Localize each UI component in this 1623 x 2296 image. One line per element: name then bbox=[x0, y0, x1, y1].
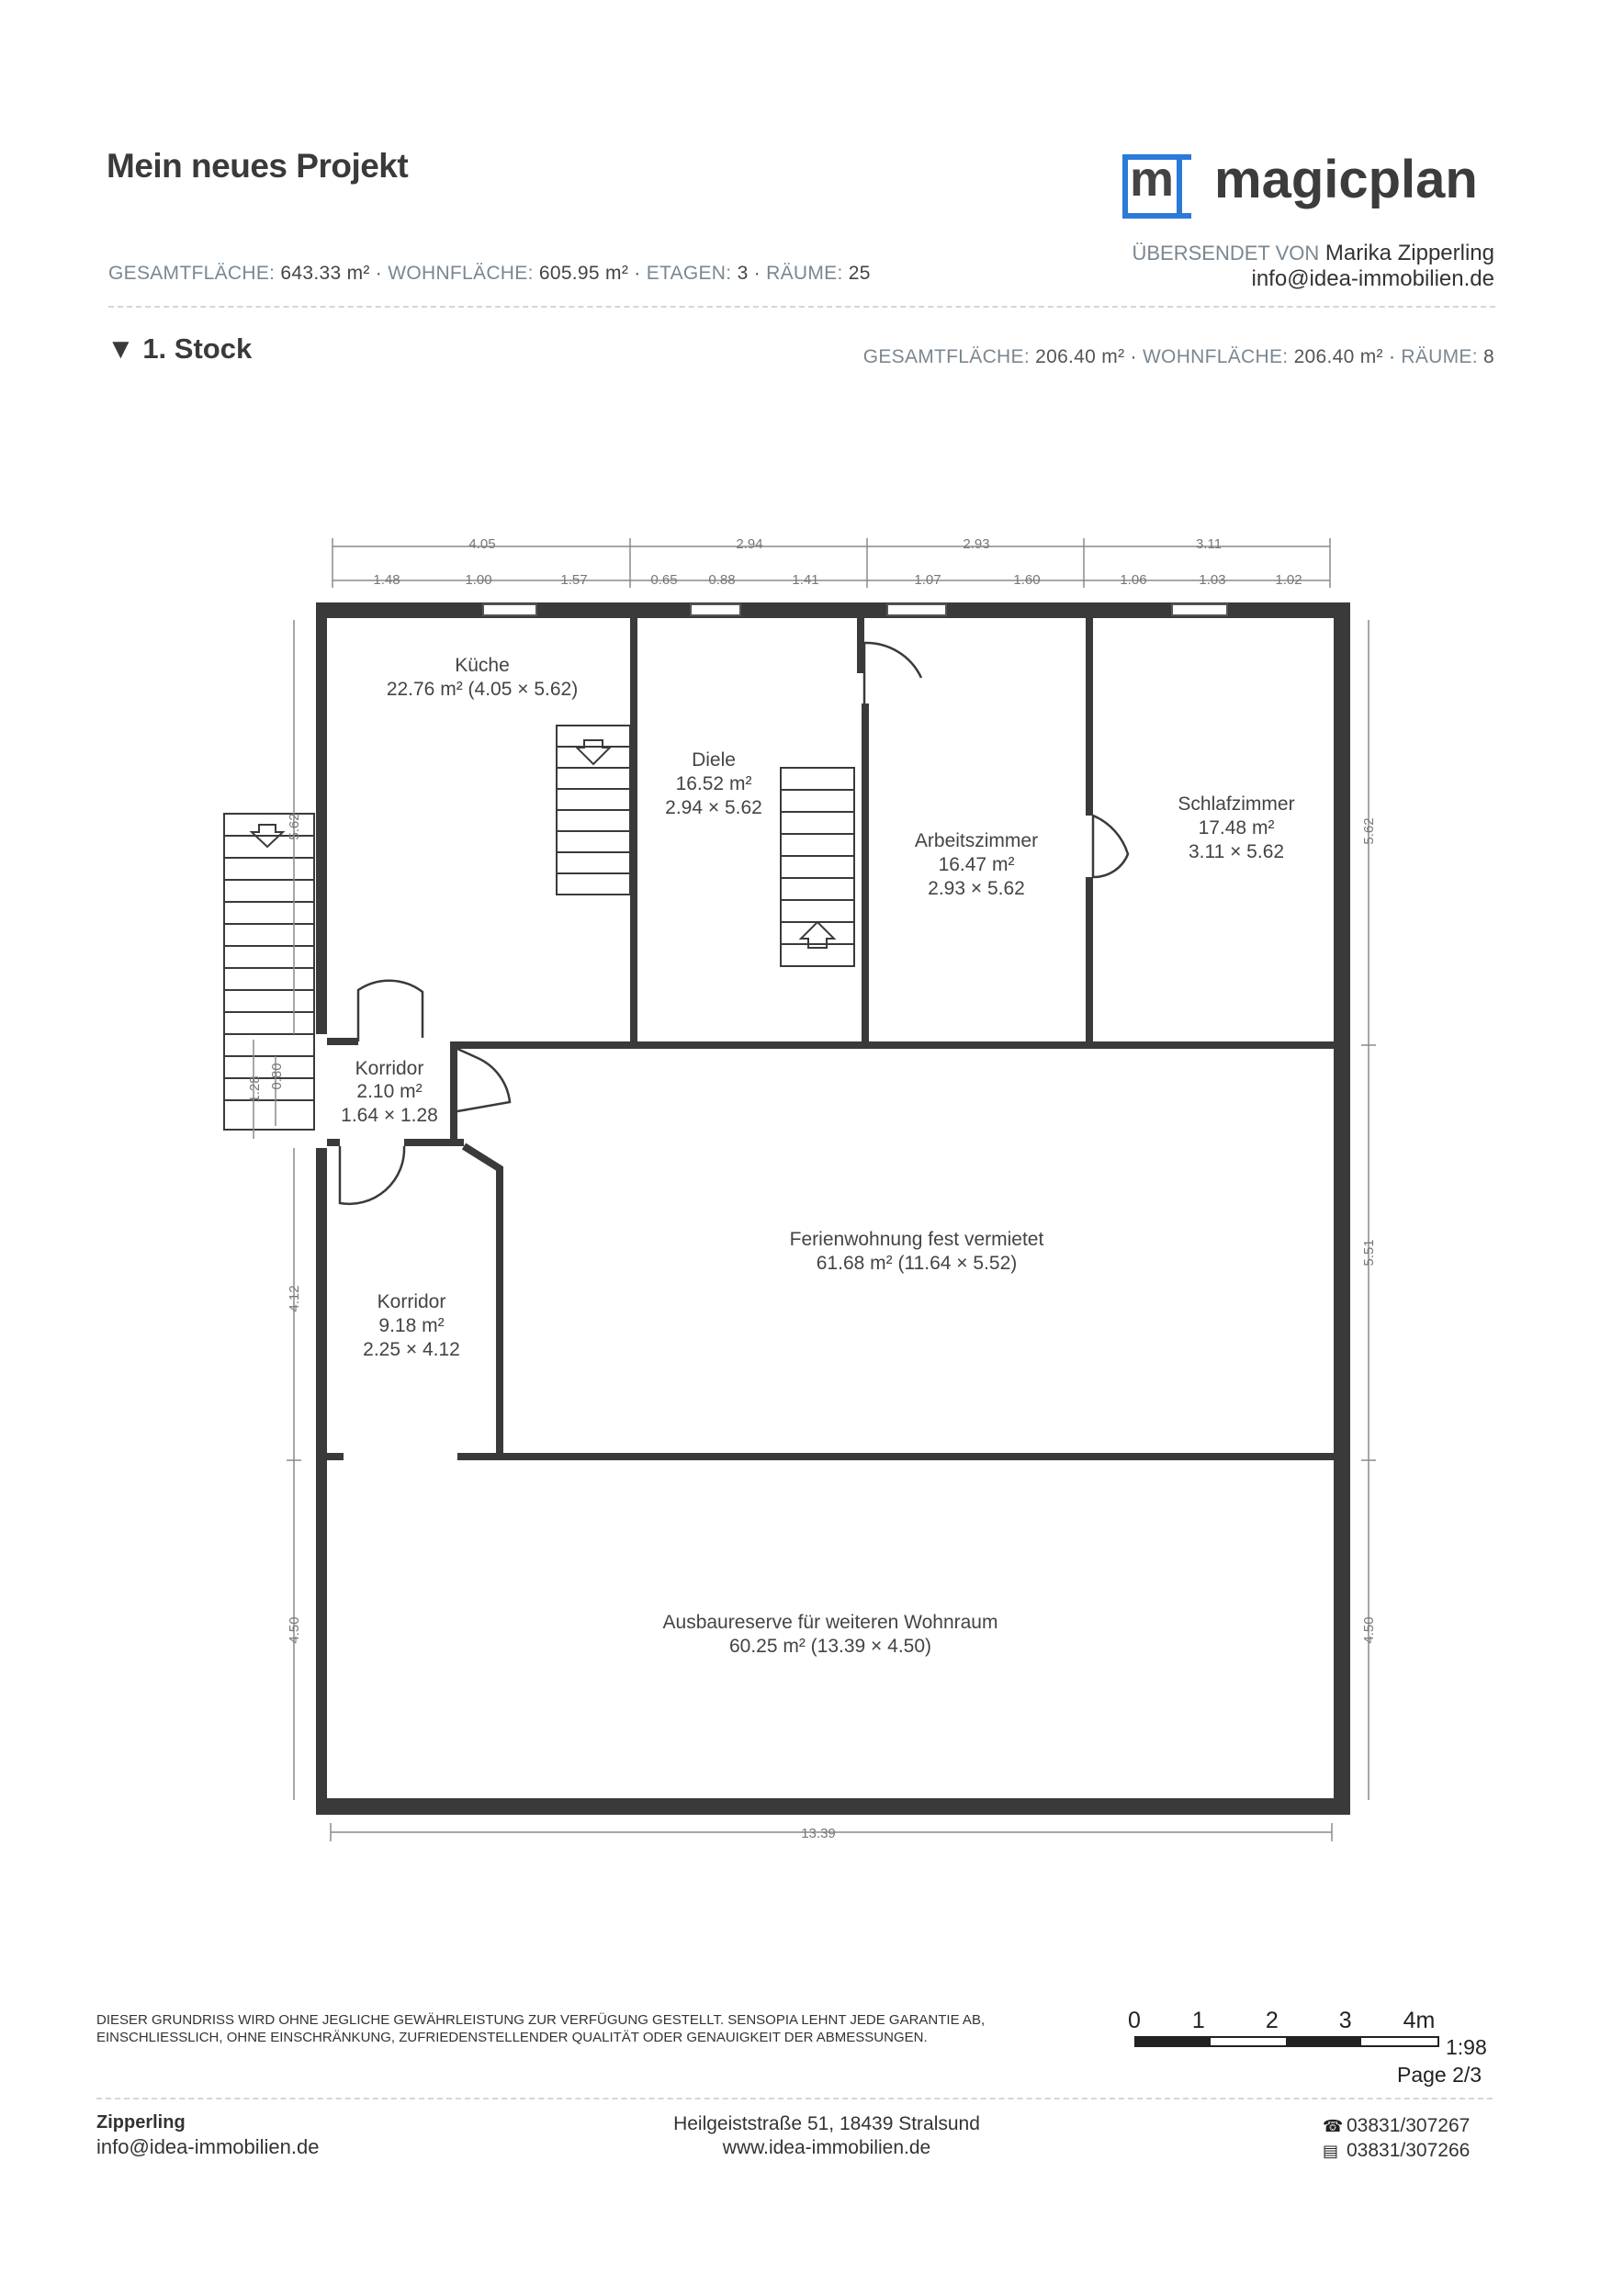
room-name-ausbaureserve: Ausbaureserve für weiteren Wohnraum bbox=[662, 1612, 998, 1633]
wall-korridor2-bottom-left bbox=[327, 1453, 344, 1460]
dim-inner: 1.02 bbox=[1275, 572, 1302, 588]
floor-total-area: 206.40 m² bbox=[1035, 346, 1125, 367]
floor-stats: GESAMTFLÄCHE: 206.40 m² · WOHNFLÄCHE: 206.40 m² · RÄUME: 8 bbox=[862, 346, 1494, 367]
wall-ausbau-top bbox=[457, 1453, 1334, 1460]
dim-left-1: 5.62 bbox=[287, 813, 302, 840]
company-email: info@idea-immobilien.de bbox=[96, 2135, 320, 2158]
stairs-diele bbox=[781, 768, 854, 966]
room-dims-korridor-2: 2.25 × 4.12 bbox=[363, 1339, 460, 1360]
phone bbox=[1323, 2115, 1470, 2137]
room-name-kuche: Küche bbox=[455, 655, 510, 676]
floor-total-area-label: GESAMTFLÄCHE: bbox=[862, 346, 1030, 367]
dim-top-1: 4.05 bbox=[468, 536, 496, 552]
fax-icon: ▤ bbox=[1323, 2142, 1339, 2160]
phone-icon: ☎ bbox=[1323, 2117, 1344, 2135]
floors-label: ETAGEN: bbox=[646, 263, 732, 284]
logo-letter: m bbox=[1130, 152, 1175, 207]
sent-by-email: info@idea-immobilien.de bbox=[1251, 266, 1494, 291]
disclaimer: DIESER GRUNDRISS WIRD OHNE JEGLICHE GEWÄHRLEISTUNG ZUR VERFÜGUNG GESTELLT. SENSOPIA LEHNT JEDE GARANTIE AB, EINSCHLIESSLICH, OHNE EINSCHRÄNKUNG, ZUFRIEDENSTELLENDER QUALITÄT ODER GENAUIGKEIT DER ABMESSUNGEN. bbox=[96, 2012, 986, 2045]
dim-right-3: 4.50 bbox=[1361, 1616, 1377, 1644]
dim-inner: 1.00 bbox=[465, 572, 492, 588]
wall-arbeit-schlaf bbox=[1086, 877, 1093, 1045]
dim-inner: 0.65 bbox=[650, 572, 678, 588]
wall-korridor-right bbox=[450, 1041, 457, 1145]
window bbox=[483, 604, 536, 615]
dim-inner: 1.06 bbox=[1120, 572, 1147, 588]
room-name-schlafzimmer: Schlafzimmer bbox=[1178, 793, 1295, 815]
room-dims-diele: 2.94 × 5.62 bbox=[665, 797, 762, 818]
logo-wordmark: magicplan bbox=[1214, 150, 1478, 209]
walls bbox=[316, 602, 1350, 1815]
wall-left-upper bbox=[316, 602, 327, 1034]
sent-by-name: Marika Zipperling bbox=[1324, 241, 1494, 265]
address-line: Heilgeiststraße 51, 18439 Stralsund bbox=[673, 2113, 980, 2134]
window bbox=[1172, 604, 1227, 615]
dim-inner: 1.48 bbox=[373, 572, 400, 588]
living-area-value: 605.95 m² bbox=[538, 263, 629, 284]
fax-number: 03831/307266 bbox=[1347, 2140, 1471, 2161]
scale-tick: 4m bbox=[1403, 2008, 1436, 2033]
floor-living-area-label: WOHNFLÄCHE: bbox=[1142, 346, 1289, 367]
dim-left-3: 0.80 bbox=[269, 1063, 285, 1090]
room-name-korridor-2: Korridor bbox=[377, 1291, 446, 1312]
rooms-label: RÄUME: bbox=[766, 263, 843, 284]
fax bbox=[1323, 2140, 1470, 2162]
dim-right-1: 5.62 bbox=[1361, 817, 1377, 845]
wall-korridor-bottom-right bbox=[404, 1139, 464, 1146]
dim-inner: 1.57 bbox=[560, 572, 588, 588]
doors bbox=[340, 643, 1128, 1204]
room-area-korridor-2: 9.18 m² bbox=[378, 1315, 445, 1336]
total-area-value: 643.33 m² bbox=[280, 263, 370, 284]
door-arbeitszimmer bbox=[864, 643, 921, 703]
room-dims-schlafzimmer: 3.11 × 5.62 bbox=[1188, 841, 1285, 862]
wall-ferien-left bbox=[496, 1166, 503, 1460]
dim-top-4: 3.11 bbox=[1195, 536, 1223, 552]
website-link[interactable]: www.idea-immobilien.de bbox=[722, 2137, 931, 2158]
window bbox=[691, 604, 740, 615]
room-area-korridor: 2.10 m² bbox=[356, 1081, 423, 1102]
dim-inner: 1.41 bbox=[792, 572, 819, 588]
room-area-arbeitszimmer: 16.47 m² bbox=[938, 854, 1015, 875]
floor-name: 1. Stock bbox=[142, 332, 253, 365]
scale-bar bbox=[1135, 2037, 1438, 2046]
door-korridor-ferien bbox=[457, 1049, 510, 1111]
wall-right bbox=[1334, 602, 1350, 1815]
dim-left-4: 4.12 bbox=[287, 1285, 302, 1312]
collapse-triangle-icon: ▼ bbox=[107, 332, 135, 365]
scale-tick: 2 bbox=[1265, 2008, 1279, 2033]
floor-living-area: 206.40 m² bbox=[1293, 346, 1383, 367]
dim-left-2: 1.28 bbox=[247, 1075, 263, 1103]
wall-korridor-bottom-left bbox=[327, 1139, 340, 1146]
company-name: Zipperling bbox=[96, 2112, 186, 2133]
separator: · bbox=[369, 263, 389, 284]
scale-tick: 0 bbox=[1128, 2008, 1141, 2033]
door-schlafzimmer bbox=[1093, 816, 1128, 877]
room-name-diele: Diele bbox=[692, 749, 736, 771]
room-name-ferienwohnung: Ferienwohnung fest vermietet bbox=[789, 1229, 1044, 1250]
scale-ratio: 1:98 bbox=[1446, 2035, 1487, 2059]
dim-top-3: 2.93 bbox=[963, 536, 990, 552]
total-area-label: GESAMTFLÄCHE: bbox=[108, 263, 276, 284]
dim-inner: 1.03 bbox=[1199, 572, 1226, 588]
dim-inner: 1.07 bbox=[914, 572, 941, 588]
room-area-ferienwohnung: 61.68 m² (11.64 × 5.52) bbox=[816, 1253, 1018, 1274]
wall-kuche-diele bbox=[630, 618, 637, 1045]
dim-left-5: 4.50 bbox=[287, 1616, 302, 1644]
separator: · bbox=[628, 263, 647, 284]
wall-arbeit-schlaf-top bbox=[1086, 618, 1093, 816]
dim-inner: 1.60 bbox=[1013, 572, 1041, 588]
room-name-arbeitszimmer: Arbeitszimmer bbox=[914, 830, 1039, 851]
stairs-kuche bbox=[557, 726, 630, 895]
phone-number: 03831/307267 bbox=[1347, 2115, 1471, 2136]
floor-rooms-label: RÄUME: bbox=[1401, 346, 1478, 367]
room-area-ausbaureserve: 60.25 m² (13.39 × 4.50) bbox=[728, 1636, 932, 1657]
room-name-korridor: Korridor bbox=[355, 1058, 424, 1079]
dim-inner: 0.88 bbox=[708, 572, 736, 588]
wall-bottom bbox=[316, 1798, 1350, 1815]
scale-tick: 3 bbox=[1338, 2008, 1352, 2033]
separator: · bbox=[748, 263, 767, 284]
scale-tick: 1 bbox=[1191, 2008, 1205, 2033]
dim-top-2: 2.94 bbox=[736, 536, 763, 552]
sent-by-label: ÜBERSENDET VON bbox=[1132, 242, 1320, 264]
living-area-label: WOHNFLÄCHE: bbox=[388, 263, 534, 284]
room-dims-korridor: 1.64 × 1.28 bbox=[341, 1105, 438, 1126]
door-kuche-korridor bbox=[358, 981, 423, 1041]
wall-left-lower bbox=[316, 1148, 327, 1815]
room-dims-arbeitszimmer: 2.93 × 5.62 bbox=[928, 878, 1025, 899]
door-korridor-korridor bbox=[340, 1146, 404, 1204]
rooms-value: 25 bbox=[848, 263, 871, 284]
page-number: Page 2/3 bbox=[1397, 2063, 1482, 2087]
wall-korridor-top-left bbox=[327, 1038, 358, 1045]
company-address bbox=[643, 2112, 1010, 2160]
room-area-schlafzimmer: 17.48 m² bbox=[1198, 817, 1275, 838]
floor-rooms: 8 bbox=[1483, 346, 1494, 367]
footer-divider bbox=[96, 2098, 1493, 2099]
floors-value: 3 bbox=[737, 263, 749, 284]
arrow-down-icon bbox=[577, 740, 610, 764]
dim-bottom: 13.39 bbox=[801, 1826, 836, 1841]
wall-ferien-top bbox=[450, 1041, 1334, 1049]
window bbox=[887, 604, 946, 615]
project-title: Mein neues Projekt bbox=[107, 147, 409, 185]
room-area-diele: 16.52 m² bbox=[675, 773, 752, 794]
wall-diele-arbeit bbox=[862, 703, 869, 1045]
wall-diagonal bbox=[464, 1146, 501, 1169]
room-area-kuche: 22.76 m² (4.05 × 5.62) bbox=[386, 679, 579, 700]
scale-ticks bbox=[1128, 2008, 1435, 2034]
dim-right-2: 5.51 bbox=[1361, 1239, 1377, 1266]
